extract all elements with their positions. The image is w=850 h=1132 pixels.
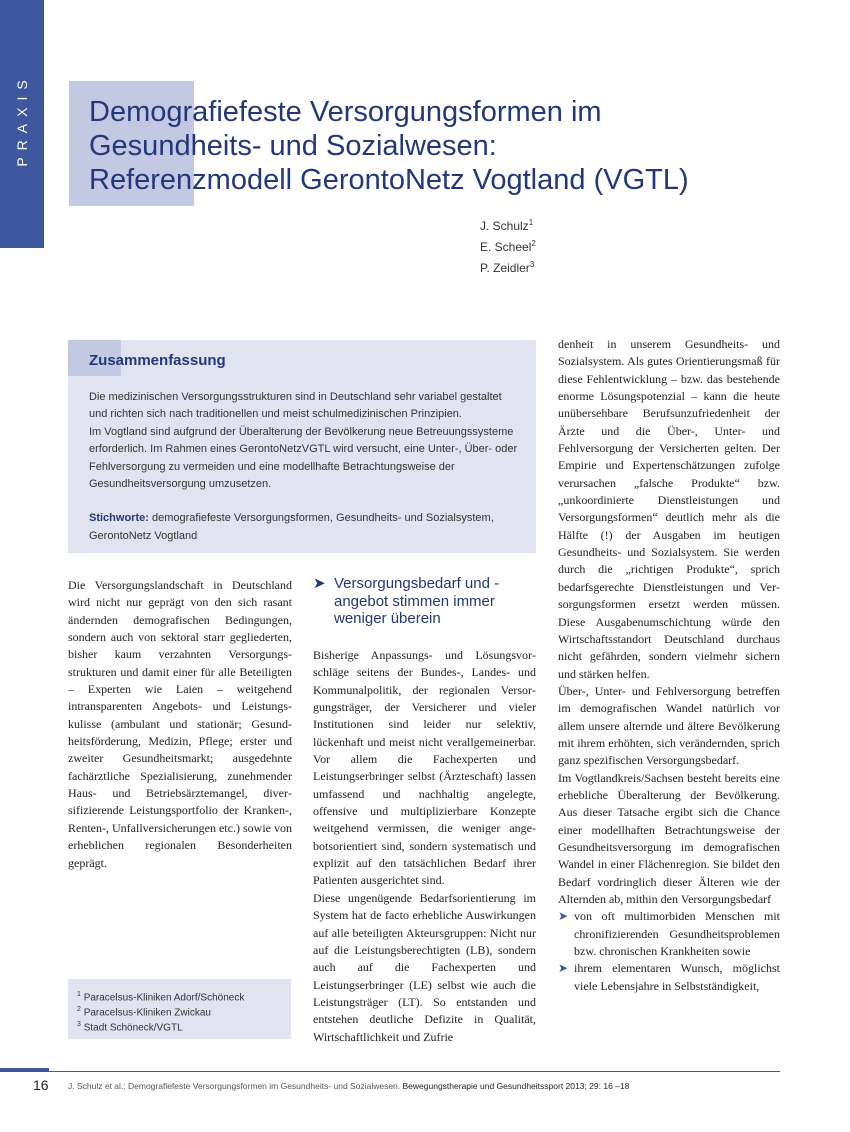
arrow-icon: ➤ bbox=[313, 575, 326, 592]
citation-text: J. Schulz et al.: Demografiefeste Versorgungsformen im Gesundheits- und Sozialwesen. bbox=[68, 1081, 401, 1091]
paragraph: Im Vogtlandkreis/Sachsen besteht bereits eine erhebliche Überalterung der Bevölkerung. Aus dieser Tatsache ergibt sich die Chance einer modellhaften Betrachtungsweise der Gesundheitsversorgung im demografischen Wandel in einer Flächenregion. Sie bildet den Bedarf vordringlich dieser Älteren wie der Alternden ab, mithin den Versorgungsbedarf bbox=[558, 770, 780, 906]
affiliation-box bbox=[68, 979, 291, 1039]
citation-line bbox=[68, 1081, 629, 1091]
body-column-1 bbox=[68, 577, 292, 872]
paragraph: denheit in unserem Gesundheits- und Sozialsystem. Als gutes Orientierungsmaß für diese Fehlentwicklung – bzw. das bestehende enorme Lösungspotenzial – kann die heute unübersehbare Berufsunzufriedenheit der Ärzte und die Über-, Unter- und Fehlversorgung der Versicherten gelten. Der Empirie und Expertenschätzungen zufolge verursachen „falsche Produkte“ bzw. „unkoordinierte Dienstleistungen und Versorgungsformen“ deutlich mehr als die Hälfte (!) der Ausgaben im heutigen Gesundheits- und Sozialsystem. Sie werden durch die „richtigen Produkte“, sprich bedarfsgerechte Dienstleistungen und Versorgungsformen ersetzt werden müssen. Diese Ausgabenumschichtung würde den Wirtschaftsstandort Deutschland durchaus nicht gefährden, sondern vielmehr sichern und stärken helfen. bbox=[558, 337, 780, 681]
title-line: Gesundheits- und Sozialwesen: bbox=[89, 130, 497, 162]
bullet-item bbox=[558, 908, 780, 960]
article-title bbox=[89, 95, 809, 197]
abstract-heading: Zusammenfassung bbox=[89, 352, 226, 369]
author: P. Zeidler$^3$ bbox=[480, 260, 535, 275]
paragraph: Diese ungenügende Bedarfsorientierung im System hat de facto erhebliche Auswirkungen auf alle beteiligten Akteursgruppen: Nicht nur auf die Leistungsberechtigten (LB), sondern auch auf die Fachexperten und Leistungserbringer (LE) selbst wie auch die Leistungsträger (LT). So entstanden und entstehen deutliche Defizite in Qualität, Wirtschaftlichkeit und Zufrie bbox=[313, 890, 536, 1044]
paragraph: Über-, Unter- und Fehlversorgung betreffen im demografischen Wandel natürlich vor allem unsere alternde und ältere Bevölkerung mit ihrem erhöhten, sich verändernden, sprich ganz spezifischen Versorgungsbedarf. bbox=[558, 683, 780, 768]
body-column-3 bbox=[558, 336, 780, 995]
affiliation: $^3$ Stadt Schöneck/VGTL bbox=[77, 1020, 183, 1034]
bullet-text: ihrem elementaren Wunsch, möglichst viele Lebensjahre in Selbstständigkeit, bbox=[574, 961, 780, 993]
abstract-paragraph: Die medizinischen Versorgungsstrukturen sind in Deutschland sehr variabel gestaltet und richten sich nach traditionellen und meist schulmedizinischen Prinzipien. bbox=[89, 391, 502, 421]
keywords-text: demografiefeste Versorgungsformen, Gesundheits- und Sozialsystem, GerontoNetz Vogtland bbox=[89, 512, 494, 542]
paragraph: Bisherige Anpassungs- und Lösungsvorschläge seitens der Bundes-, Landes- und Kommunalpolitik, der regionalen Versorgungsträger, der Versicherer und vieler Institutionen sind leider nur selektiv, lückenhaft und meist nicht verallgemeinerbar. Vor allem die Fachexperten und Leistungserbringer selbst (Ärzteschaft) lassen umfassend und nachhaltig angelegte, offensive und multiplizierbare Konzepte weitgehend vermissen, die weniger angebotsorientiert sind, sondern systematisch und explizit auf den tatsächlichen Bedarf ihrer Patienten ausgerichtet sind. bbox=[313, 648, 536, 888]
section-tab-label: PRAXIS bbox=[14, 73, 30, 167]
section-tab bbox=[0, 0, 44, 248]
section-heading bbox=[313, 575, 538, 628]
abstract-body bbox=[89, 389, 519, 545]
affiliation: $^1$ Paracelsus-Kliniken Adorf/Schöneck bbox=[77, 991, 245, 1004]
bullet-item bbox=[558, 960, 780, 995]
body-column-2 bbox=[313, 647, 536, 1046]
bullet-text: von oft multimorbiden Menschen mit chronifizierenden Gesundheitsproblemen bzw. chronischen Krankheiten sowie bbox=[574, 909, 780, 959]
arrow-icon: ➤ bbox=[558, 909, 569, 924]
keywords-label: Stichworte: bbox=[89, 512, 149, 525]
author: J. Schulz$^1$ bbox=[480, 218, 534, 233]
affiliation: $^2$ Paracelsus-Kliniken Zwickau bbox=[77, 1005, 211, 1019]
section-heading-text: Versorgungsbedarf und -angebot stimmen immer weniger überein bbox=[334, 575, 500, 627]
abstract-box bbox=[68, 340, 536, 553]
footer-rule bbox=[0, 1071, 780, 1072]
arrow-icon: ➤ bbox=[558, 961, 569, 976]
title-line: Referenzmodell GerontoNetz Vogtland (VGTL) bbox=[89, 164, 689, 196]
keywords bbox=[89, 510, 519, 545]
paragraph: Die Versorgungslandschaft in Deutschland wird nicht nur geprägt von den sich rasant ändernden demografischen Bedingungen, sondern auch von sektoral starr gegliederten, bisher kaum verzahnten Versorgungsstrukturen und damit einer für alle Beteiligten – Experten wie Laien – weitgehend intransparenten Angebots- und Leistungskulisse (ambulant und stationär; Gesundheitsförderung, Medizin, Pflege; erster und zweiter Gesundheitsmarkt; ausgedehnte fachärztliche Spezialisierung, zunehmender Haus- und Betriebsärztemangel, diversifizierende Leistungsportfolio der Kranken-, Renten-, Unfallversicherungen etc.) sowie von erheblichen regionalen Besonderheiten geprägt. bbox=[68, 578, 292, 870]
page-number: 16 bbox=[33, 1077, 49, 1093]
title-line: Demografiefeste Versorgungsformen im bbox=[89, 96, 602, 128]
journal-reference: Bewegungstherapie und Gesundheitssport 2013; 29: 16 –18 bbox=[402, 1081, 630, 1091]
author-list bbox=[480, 214, 536, 277]
author: E. Scheel$^2$ bbox=[480, 239, 536, 254]
abstract-paragraph: Im Vogtland sind aufgrund der Überalterung der Bevölkerung neue Betreuungssysteme erforderlich. Im Rahmen eines GerontoNetzVGTL wird versucht, eine Unter-, Über- oder Fehlversorgung zu vermeiden und eine modellhafte Betrachtungsweise der Gesundheitsversorgung umzusetzen. bbox=[89, 425, 518, 491]
